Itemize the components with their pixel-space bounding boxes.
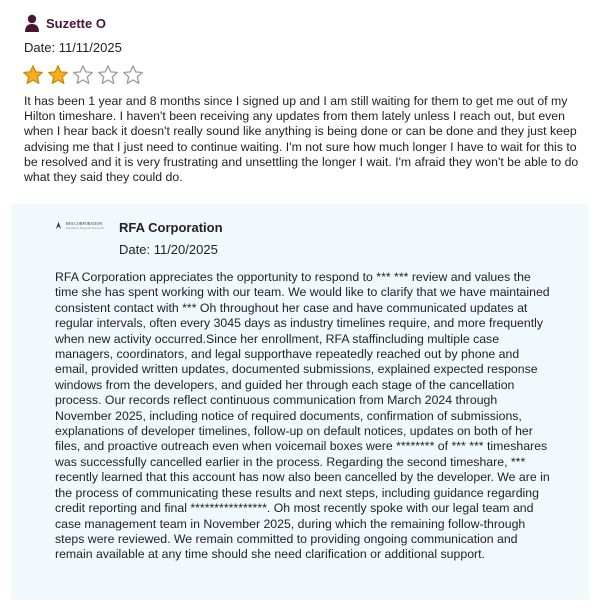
response-date-label: Date: [119,242,151,257]
company-logo [54,221,104,230]
review-date-value: 11/11/2025 [58,40,122,55]
review-date [24,40,122,55]
star-filled-icon [47,64,69,86]
logo-subtext: Resolution Financial Advocates [66,225,105,230]
review-text: It has been 1 year and 8 months since I signed up and I am still waiting for them to get me out of my Hilton timeshare. I haven't been receiving any updates from them lately unless I reach out, but even when I hear back it doesn't really sound like anything is being done or can be done and they just keep advising me that I just need to continue waiting. I'm not sure how much longer I have to wait for this to be resolved and it is very frustrating and unsettling the longer I wait. I'm afraid they won't be able to do what they said they could do. [24,94,579,185]
business-response [11,204,589,600]
responder-name: RFA Corporation [119,220,223,235]
star-filled-icon [22,64,44,86]
user-icon [24,14,40,32]
response-date [119,242,218,257]
logo-text: RFA CORPORATION [66,220,103,226]
logo-mark-icon [54,221,63,230]
logo-text-block [66,222,104,230]
star-rating [22,64,144,86]
star-empty-icon [72,64,94,86]
response-date-value: 11/20/2025 [153,242,218,257]
reviewer-name: Suzette O [46,15,106,31]
reviewer [24,14,106,32]
star-empty-icon [97,64,119,86]
review-date-label: Date: [24,40,56,55]
response-text: RFA Corporation appreciates the opportunity to respond to *** *** review and values the time she has spent working with our team. We would like to clarify that we have maintained consistent contact with *** Oh throughout her case and have communicated updates at regular intervals, often every 3045 days as industry timelines require, and more frequently when new activity occurred.Since her enrollment, RFA staffincluding multiple case managers, coordinators, and legal supporthave repeatedly reached out by phone and email, provided written updates, documented submissions, explained expected response windows from the developers, and guided her through each stage of the cancellation process. Our records reflect continuous communication from March 2024 through November 2025, including notice of required documents, confirmation of submissions, explanations of developer timelines, follow-up on default notices, updates on both of her files, and proactive outreach even when voicemail boxes were ******** of *** *** timeshares was successfully cancelled earlier in the process. Regarding the second timeshare, *** recently learned that this account has now also been cancelled by the developer. We are in the process of communicating these results and next steps, including guidance regarding credit reporting and final ****************. Oh most recently spoke with our legal team and case management team in November 2025, during which the remaining follow-through steps were reviewed. We remain committed to providing ongoing communication and remain available at any time should she need clarification or additional support. [55,270,550,562]
star-empty-icon [122,64,144,86]
